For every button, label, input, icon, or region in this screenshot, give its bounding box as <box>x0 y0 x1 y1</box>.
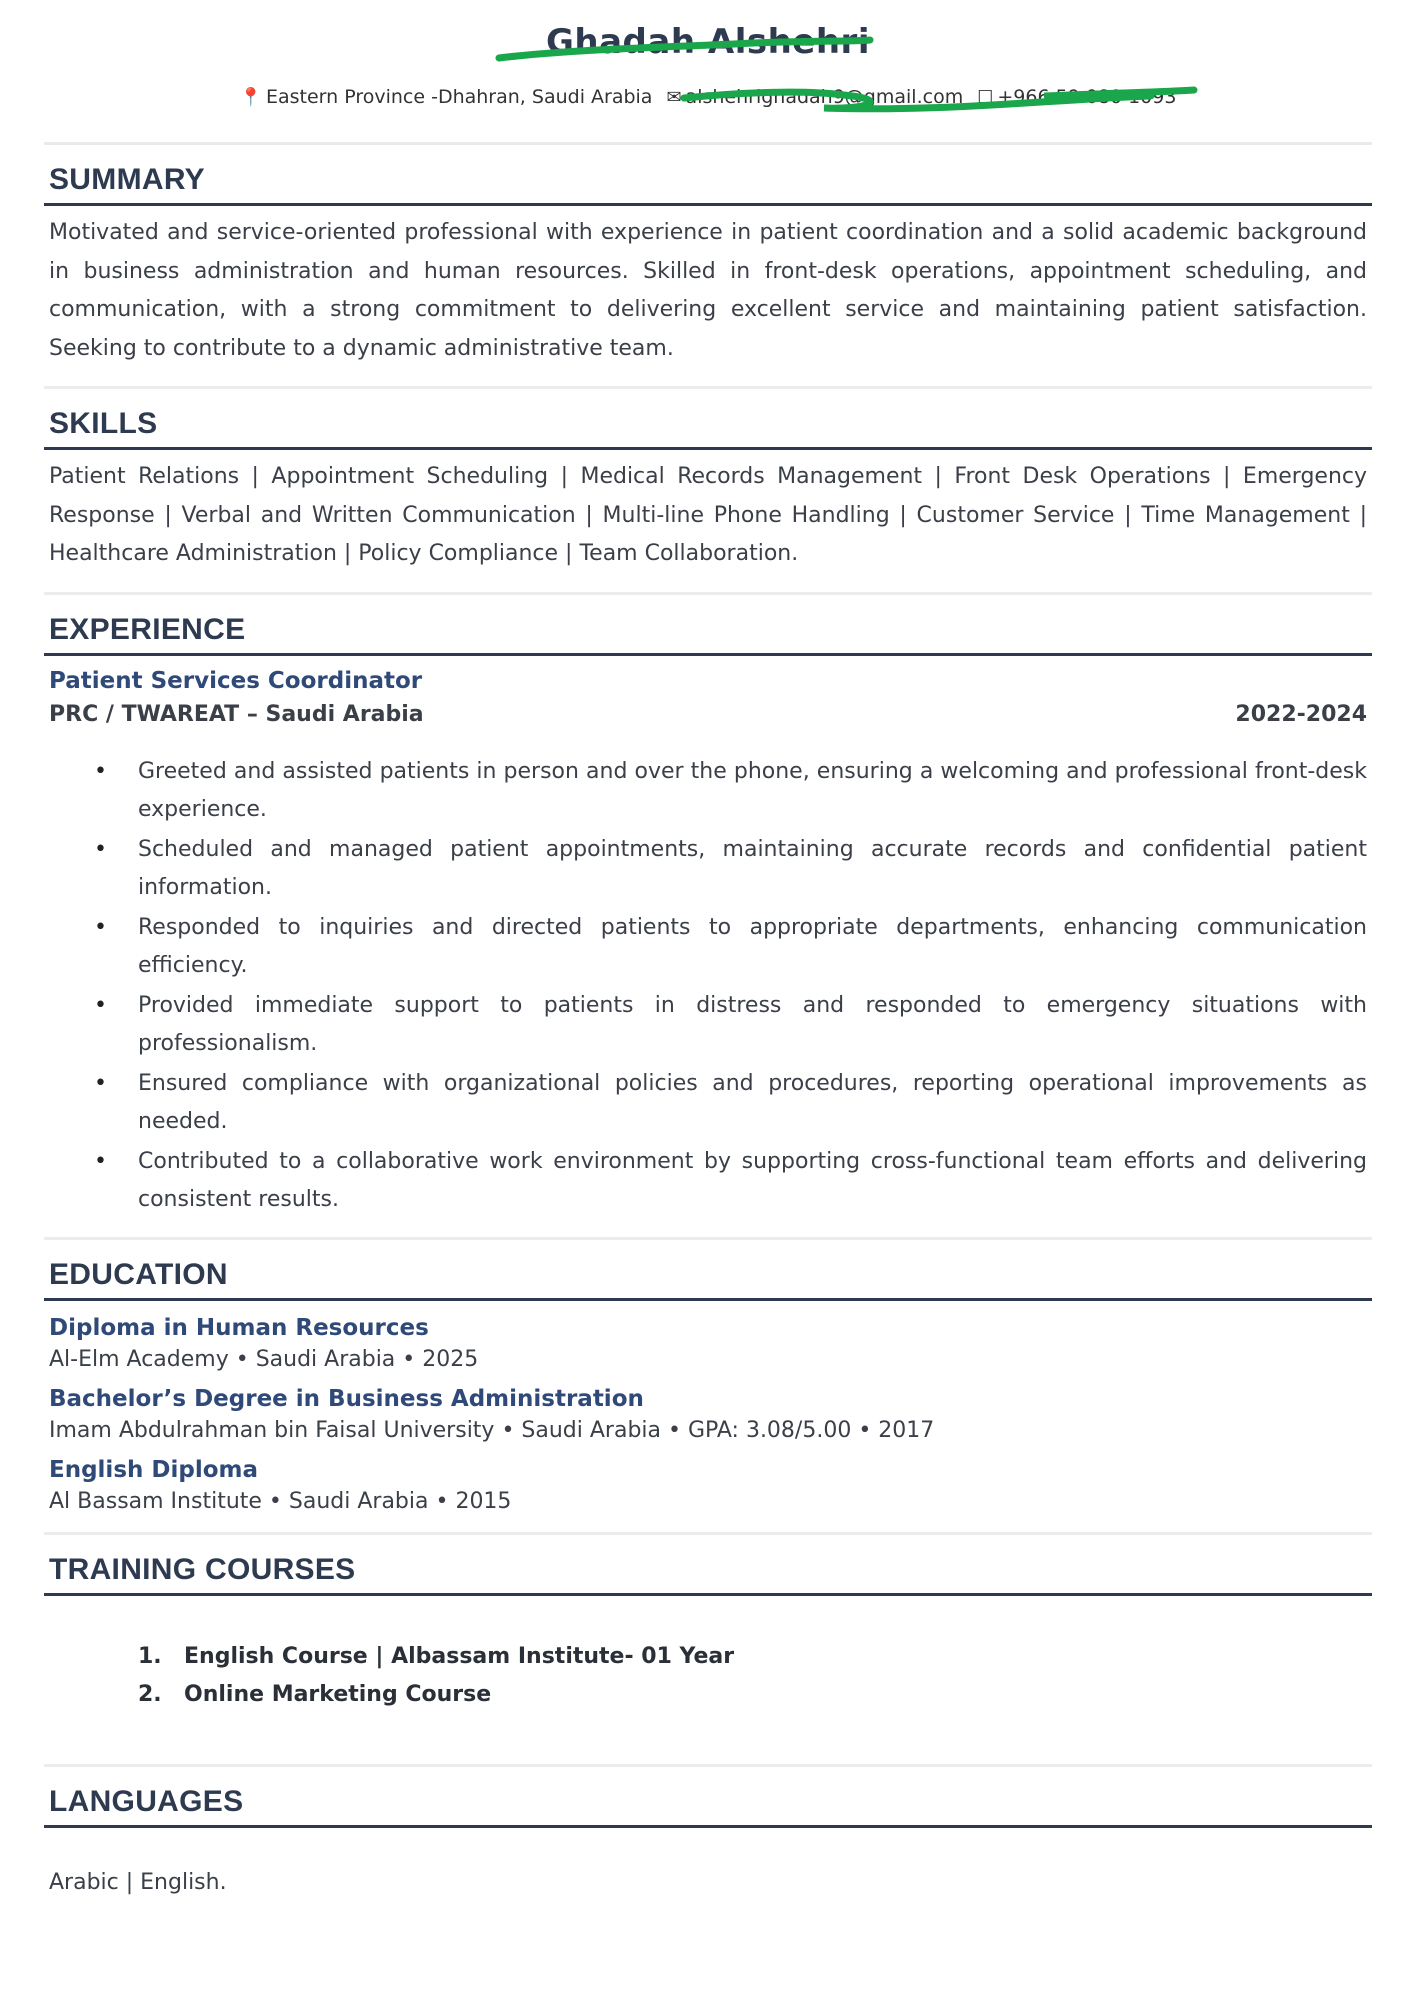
degree-meta: Al Bassam Institute • Saudi Arabia • 2015 <box>49 1488 512 1514</box>
course-list <box>44 1638 1372 1714</box>
course-number: 2. <box>138 1681 162 1707</box>
summary-text: Motivated and service-oriented professional with experience in patient coordination and a solid academic background in business administration and human resources. Skilled in front-desk operations, appointment scheduling, and communication, with a strong commitment to delivering excellent service and maintaining patient satisfaction. Seeking to contribute to a dynamic administrative team. <box>49 220 1367 361</box>
list-item <box>44 1638 1372 1676</box>
section-rule <box>44 203 1372 206</box>
degree-title: Diploma in Human Resources <box>49 1314 429 1341</box>
course-text: Online Marketing Course <box>184 1681 492 1707</box>
resume-header <box>44 0 1372 108</box>
list-item: • Ensured compliance with organizational policies and procedures, reporting operational improvements as needed. <box>44 1065 1367 1141</box>
job-company-row <box>49 702 1367 727</box>
languages-heading: LANGUAGES <box>49 1784 244 1818</box>
job-dates: 2022-2024 <box>1235 701 1367 727</box>
job-company: PRC / TWAREAT – Saudi Arabia <box>49 701 424 727</box>
list-item: • Scheduled and managed patient appointments, maintaining accurate records and confidential patient information. <box>44 831 1367 907</box>
list-item: • Provided immediate support to patients in distress and responded to emergency situations with professionalism. <box>44 987 1367 1063</box>
skills-text: Patient Relations | Appointment Scheduling | Medical Records Management | Front Desk Operations | Emergency Response | Verbal and Written Communication | Multi-line Phone Handling | Customer Service | Time Management | Healthcare Administration | Policy Compliance | Team Collaboration. <box>49 464 1367 566</box>
location: 📍 Eastern Province -Dhahran, Saudi Arabia <box>239 86 653 108</box>
list-item: • Contributed to a collaborative work environment by supporting cross-functional team efforts and delivering consistent results. <box>44 1143 1367 1219</box>
envelope-icon: ✉ <box>666 87 682 108</box>
training-heading: TRAINING COURSES <box>49 1552 356 1586</box>
phone: ☐ +966 59 080 1093 <box>977 86 1177 108</box>
summary-heading: SUMMARY <box>49 163 205 196</box>
section-rule <box>44 653 1372 656</box>
list-item <box>44 1676 1372 1714</box>
section-divider <box>44 1237 1372 1240</box>
education-item <box>44 1457 1372 1514</box>
section-rule <box>44 1298 1372 1301</box>
phone-icon: ☐ <box>977 87 994 108</box>
degree-meta: Al-Elm Academy • Saudi Arabia • 2025 <box>49 1346 479 1372</box>
summary-section <box>44 163 1372 389</box>
education-item <box>44 1386 1372 1443</box>
contact-line <box>44 86 1372 108</box>
skills-section <box>44 407 1372 595</box>
degree-title: English Diploma <box>49 1456 258 1483</box>
education-item <box>44 1315 1372 1372</box>
section-divider <box>44 1532 1372 1535</box>
languages-section <box>44 1785 1372 1903</box>
list-item: • Greeted and assisted patients in person and over the phone, ensuring a welcoming and professional front-desk experience. <box>44 753 1367 829</box>
section-divider <box>44 386 1372 389</box>
section-rule <box>44 1593 1372 1596</box>
header-divider <box>44 142 1372 145</box>
education-section <box>44 1258 1372 1535</box>
experience-section <box>44 613 1372 1240</box>
section-divider <box>44 592 1372 595</box>
section-rule <box>44 447 1372 450</box>
course-text: English Course | Albassam Institute- 01 Year <box>184 1643 735 1669</box>
map-pin-icon: 📍 <box>239 87 262 108</box>
email: ✉ alshehrighadah9@gmail.com <box>666 86 964 108</box>
resume-page <box>44 0 1372 2000</box>
list-item: • Responded to inquiries and directed patients to appropriate departments, enhancing communication efficiency. <box>44 909 1367 985</box>
degree-title: Bachelor’s Degree in Business Administration <box>49 1385 644 1412</box>
education-heading: EDUCATION <box>49 1257 228 1291</box>
job-bullets <box>44 753 1367 1219</box>
skills-heading: SKILLS <box>49 407 158 440</box>
candidate-name: Ghadah Alshehri <box>546 22 870 62</box>
degree-meta: Imam Abdulrahman bin Faisal University • Saudi Arabia • GPA: 3.08/5.00 • 2017 <box>49 1417 935 1443</box>
experience-heading: EXPERIENCE <box>49 612 246 646</box>
job-title: Patient Services Coordinator <box>49 667 423 694</box>
training-section <box>44 1553 1372 1767</box>
languages-text: Arabic | English. <box>49 1869 227 1895</box>
course-number: 1. <box>138 1643 162 1669</box>
section-rule <box>44 1825 1372 1828</box>
section-divider <box>44 1764 1372 1767</box>
